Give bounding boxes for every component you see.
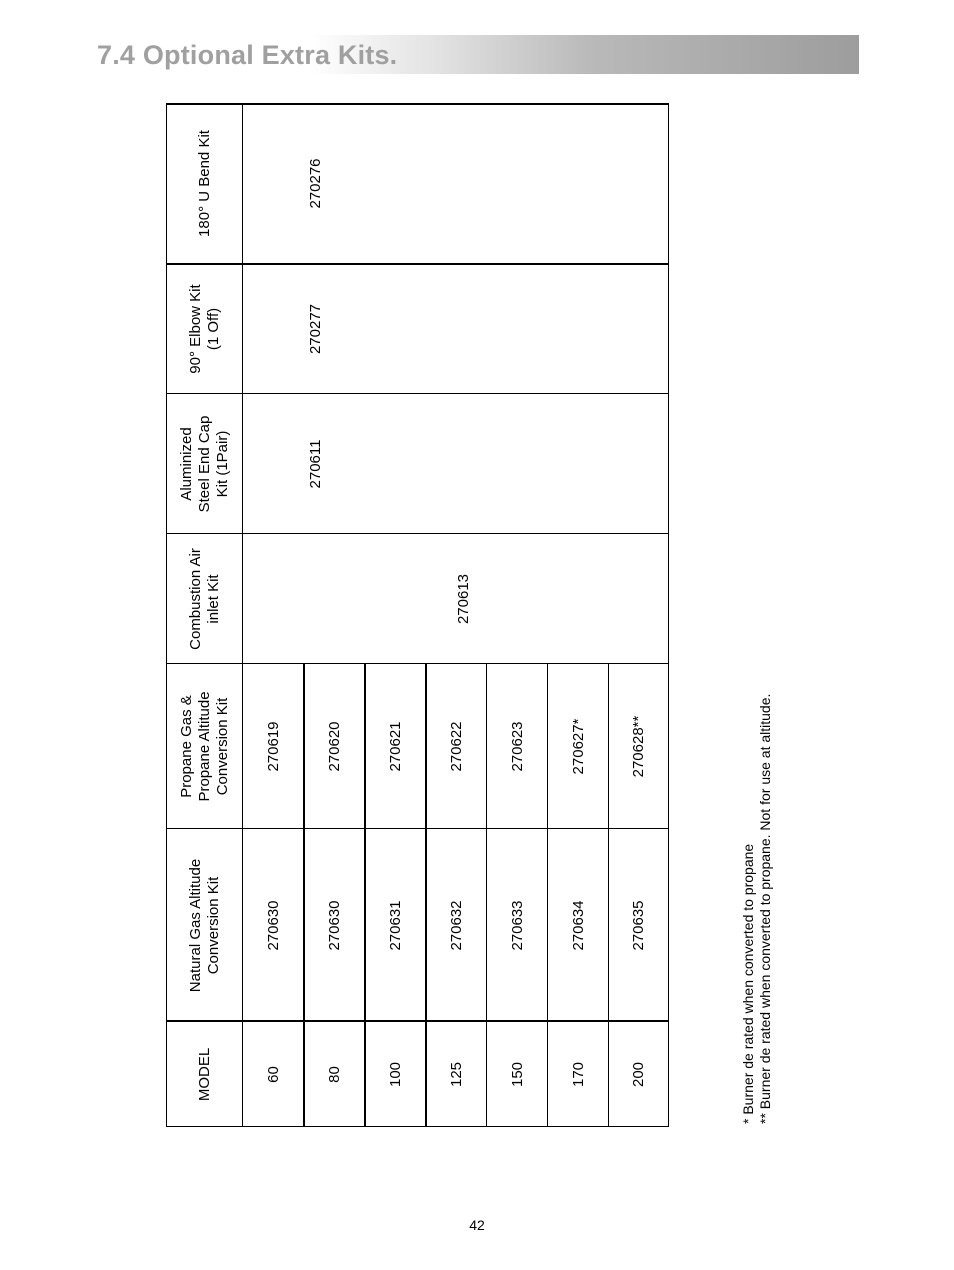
page-number: 42 [469,1217,485,1233]
footnote-double-asterisk: ** Burner de rated when converted to propane. Not for use at altitude. [757,693,773,1124]
kits-table-wrapper [166,103,669,1127]
cell-natural-gas: 270630 [264,900,282,951]
header-u-bend: 180° U Bend Kit [195,130,213,237]
header-natural-gas: Natural Gas Altitude Conversion Kit [186,858,222,993]
header-separator [242,103,243,1127]
cell-natural-gas: 270635 [630,900,647,951]
cell-propane: 270623 [508,721,526,772]
cell-propane: 270627* [569,718,587,775]
column-divider [166,828,669,829]
cell-propane: 270622 [447,721,465,772]
header-end-cap: Aluminized Steel End Cap Kit (1Pair) [177,415,231,513]
cell-natural-gas: 270634 [569,900,587,951]
row-divider [364,664,366,1127]
cell-model: 200 [630,1061,647,1088]
column-divider [166,393,669,394]
cell-natural-gas: 270630 [325,900,343,951]
cell-model: 100 [386,1061,404,1088]
cell-propane: 270621 [386,721,404,772]
footnote-single-asterisk: * Burner de rated when converted to propane [740,843,756,1124]
table-border [668,103,669,1127]
column-divider [166,533,669,534]
row-divider [608,664,609,1127]
row-divider [425,664,427,1127]
table-border [166,103,167,1127]
header-combustion: Combustion Air inlet Kit [186,548,222,650]
cell-model: 80 [325,1066,343,1083]
cell-combustion-shared: 270613 [455,573,472,625]
column-divider [166,263,669,265]
section-title: 7.4 Optional Extra Kits. [97,40,398,70]
cell-natural-gas: 270633 [508,900,526,951]
cell-u-bend-shared: 270276 [307,158,324,209]
kits-table [166,103,669,1127]
cell-propane: 270628** [630,715,647,778]
column-divider [166,663,669,664]
cell-propane: 270619 [264,721,282,772]
cell-elbow-shared: 270277 [307,303,324,355]
header-propane: Propane Gas & Propane Altitude Conversion Kit [177,691,231,802]
cell-model: 125 [447,1061,465,1088]
cell-model: 60 [264,1066,282,1083]
row-divider [303,664,305,1127]
cell-end-cap-shared: 270611 [307,439,324,489]
section-title-bar [95,35,859,74]
row-divider [486,664,487,1127]
cell-model: 150 [508,1061,526,1088]
row-divider [547,664,548,1127]
header-model: MODEL [195,1047,213,1102]
cell-propane: 270620 [325,721,343,772]
column-divider [166,1020,669,1022]
cell-model: 170 [569,1061,587,1088]
cell-natural-gas: 270632 [447,900,465,951]
footnotes [740,624,780,1124]
cell-natural-gas: 270631 [386,900,404,951]
header-elbow: 90° Elbow Kit (1 Off) [186,284,222,374]
